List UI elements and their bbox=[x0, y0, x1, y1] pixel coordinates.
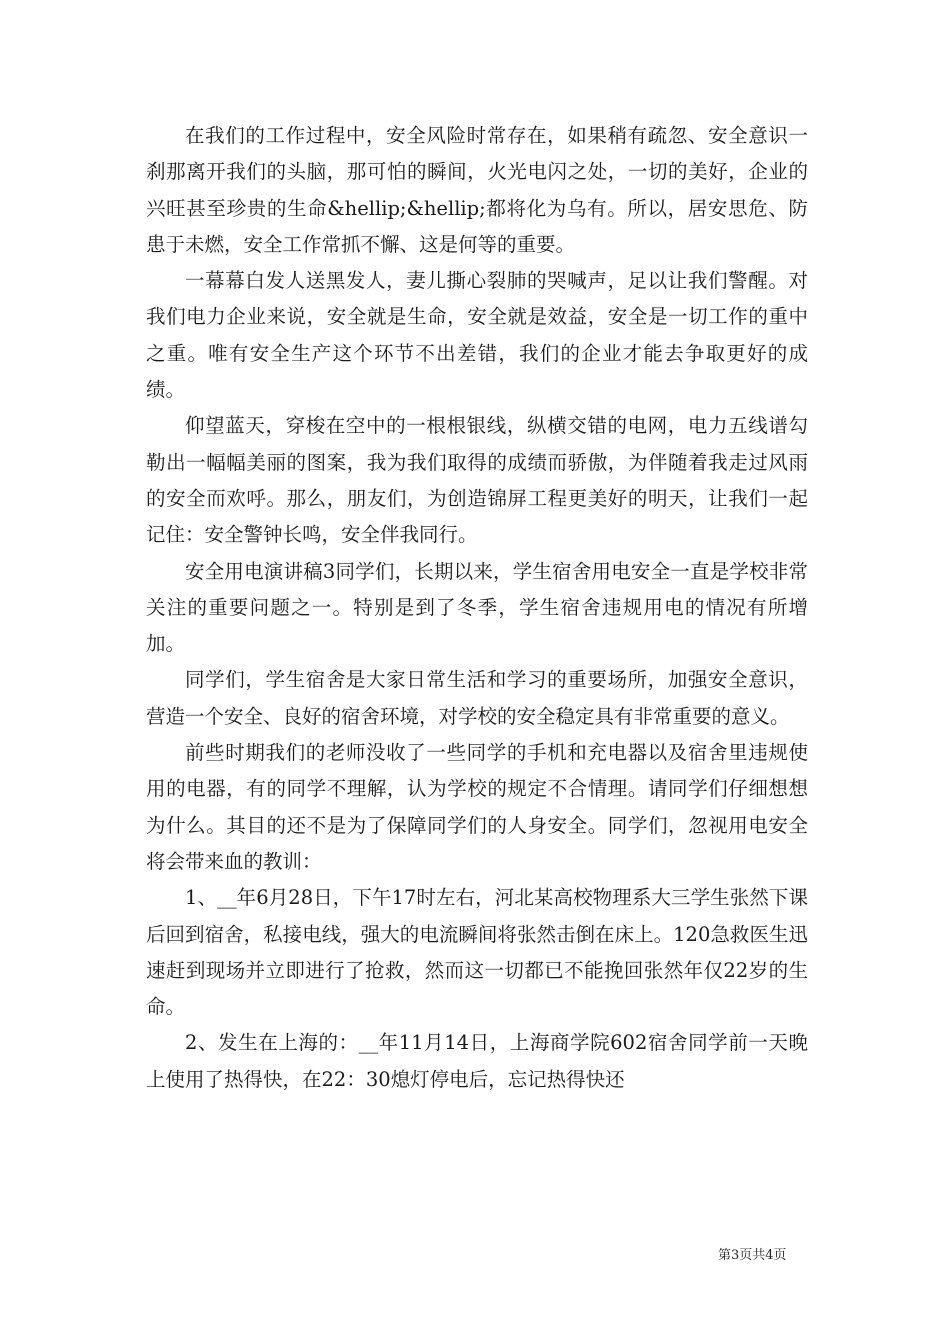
page-number-footer: 第3页共4页 bbox=[718, 1248, 787, 1263]
paragraph: 2、发生在上海的：__年11月14日，上海商学院602宿舍同学前一天晚上使用了热得快，在22：30熄灯停电后，忘记热得快还 bbox=[146, 1031, 808, 1091]
paragraph: 一幕幕白发人送黑发人，妻儿撕心裂肺的哭喊声，足以让我们警醒。对我们电力企业来说，安全就是生命，安全就是效益，安全是一切工作的重中之重。唯有安全生产这个环节不出差错，我们的企业才能去争取更好的成绩。 bbox=[146, 269, 808, 402]
paragraph: 前些时期我们的老师没收了一些同学的手机和充电器以及宿舍里违规使用的电器，有的同学不理解，认为学校的规定不合情理。请同学们仔细想想为什么。其目的还不是为了保障同学们的人身安全。同学们，忽视用电安全将会带来血的教训： bbox=[146, 741, 808, 873]
paragraph: 在我们的工作过程中，安全风险时常存在，如果稍有疏忽、安全意识一刹那离开我们的头脑，那可怕的瞬间，火光电闪之处，一切的美好，企业的兴旺甚至珍贵的生命&hellip;&hellip;都将化为乌有。所以，居安思危、防患于未燃，安全工作常抓不懈、这是何等的重要。 bbox=[146, 124, 808, 256]
document-body bbox=[146, 118, 808, 1098]
paragraph: 安全用电演讲稿3同学们，长期以来，学生宿舍用电安全一直是学校非常关注的重要问题之一。特别是到了冬季，学生宿舍违规用电的情况有所增加。 bbox=[146, 559, 808, 656]
paragraph: 1、__年6月28日，下午17时左右，河北某高校物理系大三学生张然下课后回到宿舍，私接电线，强大的电流瞬间将张然击倒在床上。120急救医生迅速赶到现场并立即进行了抢救，然而这一切都已不能挽回张然年仅22岁的生命。 bbox=[146, 886, 808, 1019]
paragraph: 仰望蓝天，穿梭在空中的一根根银线，纵横交错的电网，电力五线谱勾勒出一幅幅美丽的图案，我为我们取得的成绩而骄傲，为伴随着我走过风雨的安全而欢呼。那么，朋友们，为创造锦屏工程更美好的明天，让我们一起记住：安全警钟长鸣，安全伴我同行。 bbox=[146, 414, 808, 547]
paragraph: 同学们，学生宿舍是大家日常生活和学习的重要场所，加强安全意识，营造一个安全、良好的宿舍环境，对学校的安全稳定具有非常重要的意义。 bbox=[146, 668, 808, 728]
